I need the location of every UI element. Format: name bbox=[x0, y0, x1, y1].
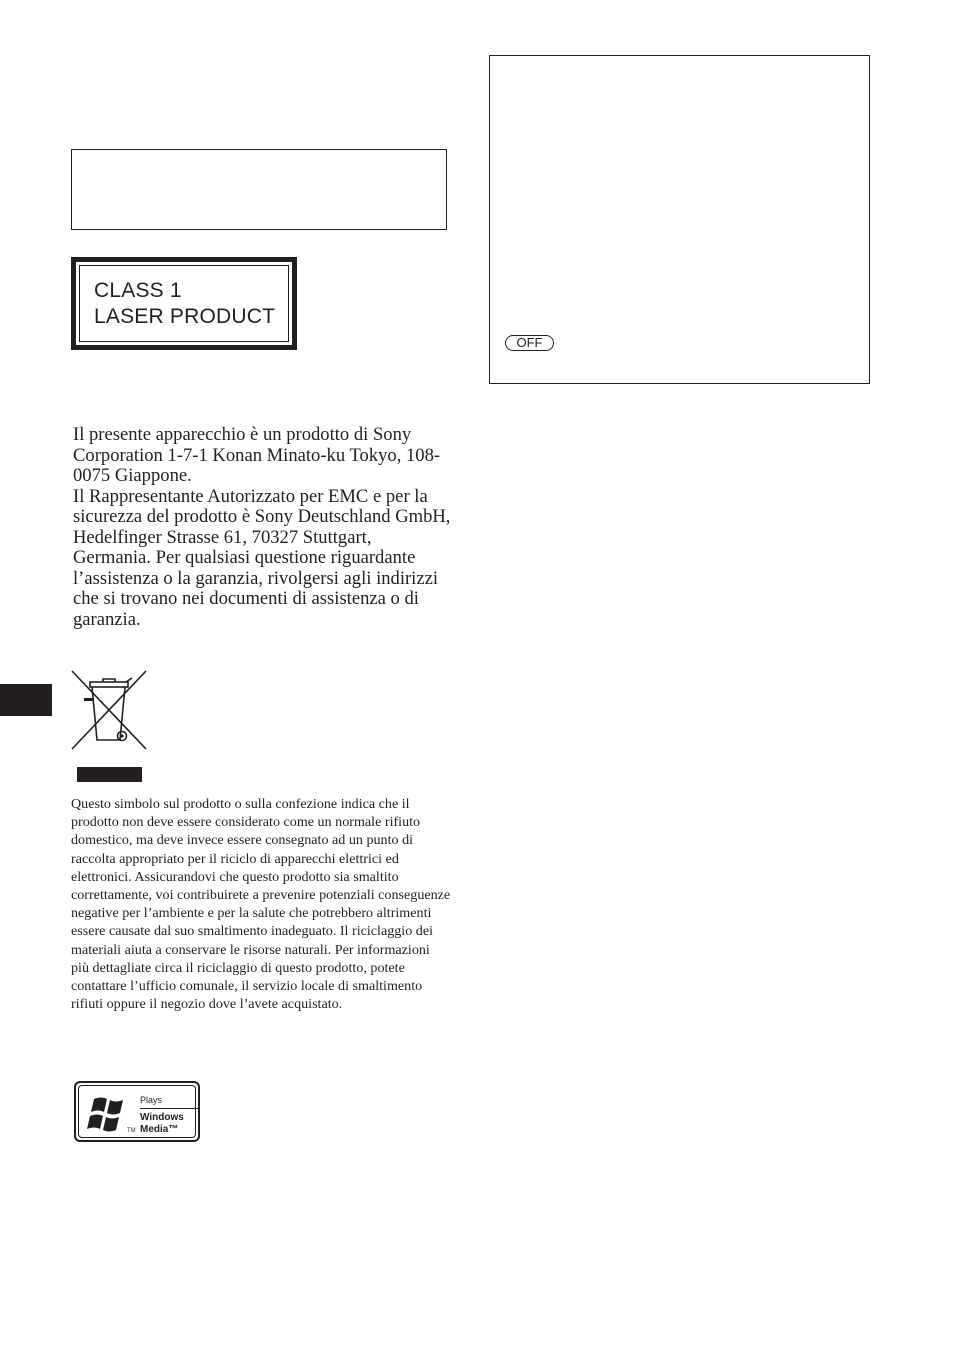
plays-windows-media-logo bbox=[74, 1081, 200, 1142]
logo-divider bbox=[140, 1108, 199, 1109]
manufacturer-text: Il presente apparecchio è un prodotto di Sony Corporation 1-7-1 Konan Minato-ku Tokyo, 108-0075 Giappone. bbox=[73, 424, 441, 486]
logo-media-text: Media™ bbox=[140, 1124, 179, 1135]
disposal-paragraph: Questo simbolo sul prodotto o sulla confezione indica che il prodotto non deve essere considerato come un normale rifiuto domestico, ma deve invece essere consegnato ad un punto di raccolta appropriato per il riciclo di apparecchi elettrici ed elettronici. Assicurandovi che questo prodotto sia smaltito correttamente, voi contribuirete a prevenire potenziali conseguenze negative per l’ambiente e per la salute che potrebbero altrimenti essere causate dal suo smaltimento inadeguato. Il riciclaggio dei materiali aiuta a conservare le risorse naturali. Per informazioni più dettagliate circa il riciclaggio di questo prodotto, potete contattare l’ufficio comunale, il servizio locale di smaltimento rifiuti oppure il negozio dove l’avete acquistato. bbox=[71, 796, 451, 1013]
off-key-symbol: OFF bbox=[505, 335, 554, 351]
laser-label-line2: LASER PRODUCT bbox=[94, 305, 276, 328]
logo-windows-text: Windows bbox=[140, 1112, 184, 1123]
right-notice-frame bbox=[489, 55, 870, 384]
windows-media-logo-frame bbox=[78, 1085, 196, 1138]
blank-notice-box bbox=[71, 149, 447, 230]
page-edge-tab bbox=[0, 684, 52, 716]
representative-text: Il Rappresentante Autorizzato per EMC e per la sicurezza del prodotto è Sony Deutschland GmbH, Hedelfinger Strasse 61, 70327 Stuttgart, Germania. Per qualsiasi questione riguardante l’assistenza o la garanzia, rivolgersi agli indirizzi che si trovano nei documenti di assistenza o di garanzia. bbox=[73, 485, 451, 630]
laser-label-line1: CLASS 1 bbox=[94, 279, 182, 302]
class1-laser-label bbox=[71, 257, 297, 350]
trademark-mark: TM bbox=[127, 1128, 136, 1134]
logo-plays-text: Plays bbox=[140, 1095, 163, 1105]
weee-solid-bar bbox=[77, 767, 142, 782]
windows-flag-icon bbox=[86, 1095, 130, 1135]
manufacturer-paragraph bbox=[73, 425, 453, 630]
crossed-out-wheeled-bin-icon bbox=[70, 670, 148, 750]
laser-label-inner-frame bbox=[79, 265, 289, 342]
